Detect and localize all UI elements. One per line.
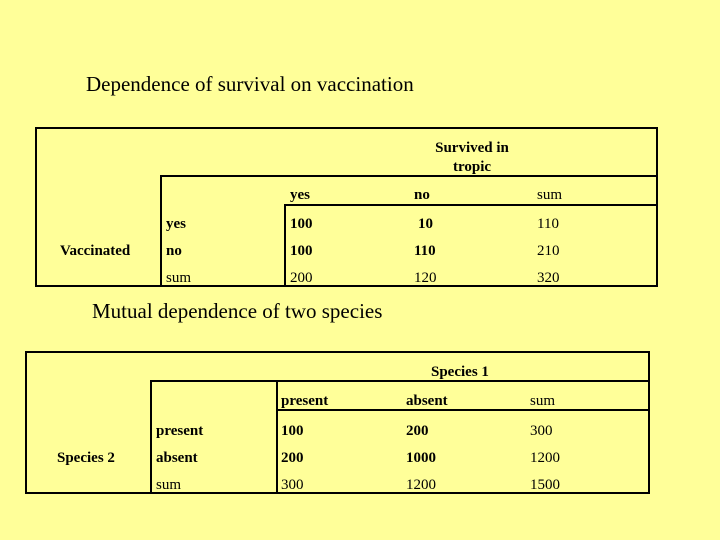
cell: 110 [537, 216, 559, 232]
cell: 1500 [530, 477, 560, 493]
cell: 100 [290, 243, 313, 259]
column-header-absent: absent [406, 393, 448, 409]
cell: 210 [537, 243, 560, 259]
column-header-present: present [281, 393, 329, 409]
cell: 200 [281, 450, 304, 466]
cell: 1200 [530, 450, 560, 466]
table2-title: Mutual dependence of two species [92, 299, 383, 323]
cell: 100 [281, 423, 304, 439]
cell: 110 [414, 243, 436, 259]
row-group-label: Species 2 [57, 450, 115, 466]
col-group-label-line1: Survived in [435, 140, 509, 156]
column-header-sum: sum [537, 187, 563, 203]
cell: 100 [290, 216, 313, 232]
table1-title: Dependence of survival on vaccination [86, 72, 414, 96]
species-table [25, 351, 650, 494]
column-header-sum: sum [530, 393, 556, 409]
column-header-yes: yes [290, 187, 310, 203]
cell: 300 [281, 477, 304, 493]
col-group-label: Species 1 [431, 364, 489, 380]
row-label-sum: sum [156, 477, 182, 493]
vaccination-table [35, 127, 658, 287]
row-label-sum: sum [166, 270, 192, 286]
cell: 300 [530, 423, 553, 439]
column-header-divider [276, 409, 650, 411]
cell: 1000 [406, 450, 436, 466]
col-group-label-line2: tropic [452, 159, 492, 175]
cell: 200 [290, 270, 313, 286]
header-divider [150, 380, 650, 382]
row-group-label: Vaccinated [60, 243, 131, 259]
cell: 120 [414, 270, 437, 286]
cell: 1200 [406, 477, 436, 493]
value-divider [284, 204, 286, 287]
row-label-no: no [166, 243, 182, 259]
column-header-no: no [414, 187, 430, 203]
row-label-present: present [156, 423, 204, 439]
column-header-divider [284, 204, 658, 206]
row-label-divider [160, 175, 162, 287]
row-label-divider [150, 380, 152, 494]
cell: 320 [537, 270, 560, 286]
row-label-yes: yes [166, 216, 186, 232]
value-divider [276, 380, 278, 494]
row-label-absent: absent [156, 450, 198, 466]
cell: 10 [418, 216, 433, 232]
cell: 200 [406, 423, 429, 439]
